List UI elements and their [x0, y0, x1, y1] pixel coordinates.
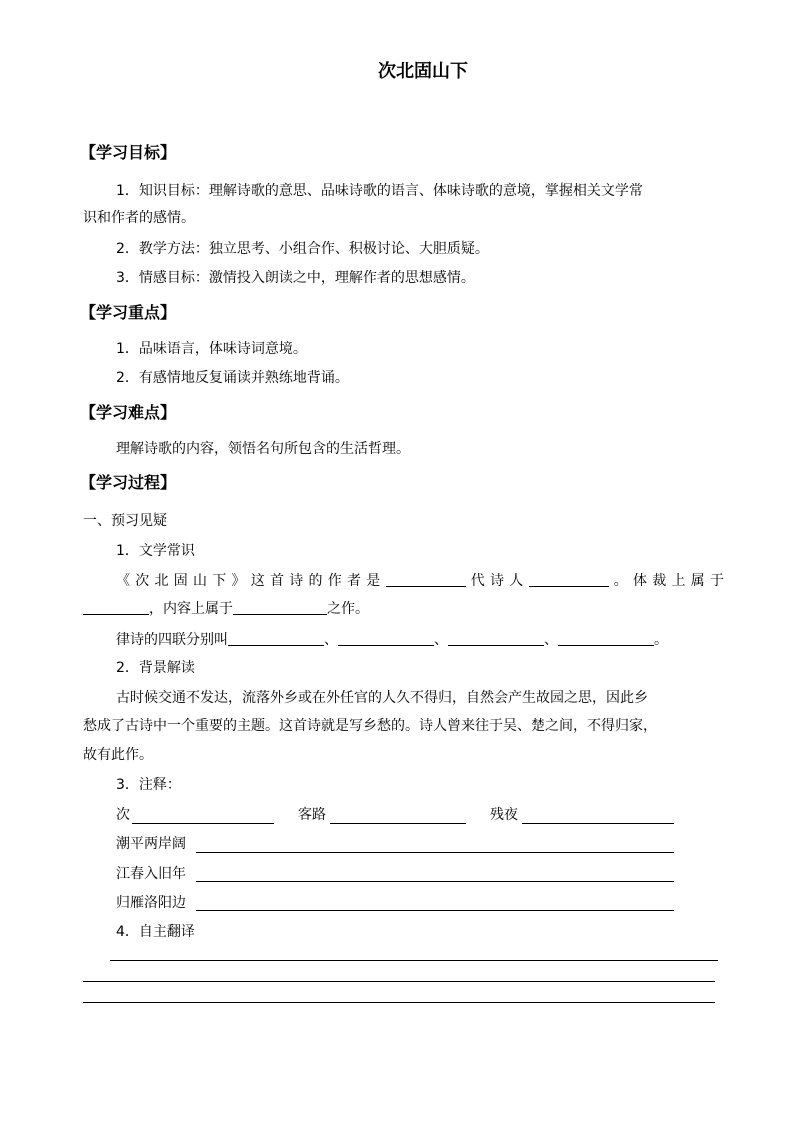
note-canye-label: 残夜: [490, 807, 518, 823]
background-line-1: 古时候交通不发达，流落外乡或在外任官的人久不得归，自然会产生故园之思，因此乡: [116, 690, 648, 706]
blank-note-canye[interactable]: [522, 823, 674, 824]
section-heading-difficulty: 【学习难点】: [80, 403, 177, 422]
notes-heading: 3．注释：: [116, 777, 181, 793]
note-guiyan-label: 归雁洛阳边: [116, 895, 186, 911]
key-point-1: 1．品味语言，体味诗词意境。: [116, 341, 307, 357]
blank-couplet-4[interactable]: [558, 629, 654, 646]
lit-text-a: 《次北固山下》这首诗的作者是: [116, 573, 386, 589]
note-chaoping-label: 潮平两岸阔: [116, 836, 186, 852]
blank-note-jiangchun[interactable]: [196, 881, 674, 882]
lit-text-d: ，内容上属于: [149, 601, 233, 617]
note-kelu-label: 客路: [298, 807, 326, 823]
background-line-3: 故有此作。: [83, 747, 153, 763]
lit-text-e: 之作。: [327, 601, 369, 617]
lit-text-b: 代诗人: [465, 573, 529, 589]
background-line-2: 愁成了古诗中一个重要的主题。这首诗就是写乡愁的。诗人曾来往于吴、楚之间，不得归家，: [83, 718, 657, 734]
four-end: 。: [654, 632, 668, 648]
blank-author-dynasty[interactable]: [386, 570, 466, 587]
four-couplets-question: [116, 629, 668, 650]
section-heading-process: 【学习过程】: [80, 473, 177, 492]
blank-couplet-3[interactable]: [448, 629, 544, 646]
literature-question-line-2: [83, 598, 369, 619]
background-heading: 2．背景解读: [116, 660, 195, 676]
blank-note-chaoping[interactable]: [196, 852, 674, 853]
goal-3: 3．情感目标：激情投入朗读之中，理解作者的思想感情。: [116, 270, 475, 286]
sep-2: 、: [434, 632, 448, 648]
blank-note-guiyan[interactable]: [196, 910, 674, 911]
difficulty-point: 理解诗歌的内容，领悟名句所包含的生活哲理。: [116, 441, 410, 457]
goal-2: 2．教学方法：独立思考、小组合作、积极讨论、大胆质疑。: [116, 241, 489, 257]
translation-line-2[interactable]: [83, 981, 715, 982]
blank-couplet-2[interactable]: [338, 629, 434, 646]
blank-note-kelu[interactable]: [330, 823, 466, 824]
blank-genre[interactable]: [83, 598, 149, 615]
lit-text-c: 。体裁上属于: [608, 573, 724, 589]
blank-content-type[interactable]: [233, 598, 327, 615]
sep-1: 、: [324, 632, 338, 648]
four-text: 律诗的四联分别叫: [116, 632, 228, 648]
note-jiangchun-label: 江春入旧年: [116, 866, 186, 882]
part-1-heading: 一、预习见疑: [83, 513, 167, 529]
blank-couplet-1[interactable]: [228, 629, 324, 646]
section-heading-goals: 【学习目标】: [80, 143, 177, 162]
goal-1-line-1: 1．知识目标：理解诗歌的意思、品味诗歌的语言、体味诗歌的意境，掌握相关文学常: [116, 183, 643, 199]
key-point-2: 2．有感情地反复诵读并熟练地背诵。: [116, 370, 349, 386]
goal-1-line-2: 识和作者的感情。: [83, 210, 195, 226]
page-title: 次北固山下: [378, 61, 468, 82]
translation-line-1[interactable]: [110, 960, 718, 961]
literature-question-line-1: [116, 570, 724, 591]
translation-heading: 4．自主翻译: [116, 924, 195, 940]
sep-3: 、: [544, 632, 558, 648]
note-ci-label: 次: [116, 807, 130, 823]
blank-poet-name[interactable]: [529, 570, 609, 587]
section-heading-key: 【学习重点】: [80, 303, 177, 322]
translation-line-3[interactable]: [83, 1002, 715, 1003]
blank-note-ci[interactable]: [132, 823, 274, 824]
literature-heading: 1．文学常识: [116, 543, 195, 559]
